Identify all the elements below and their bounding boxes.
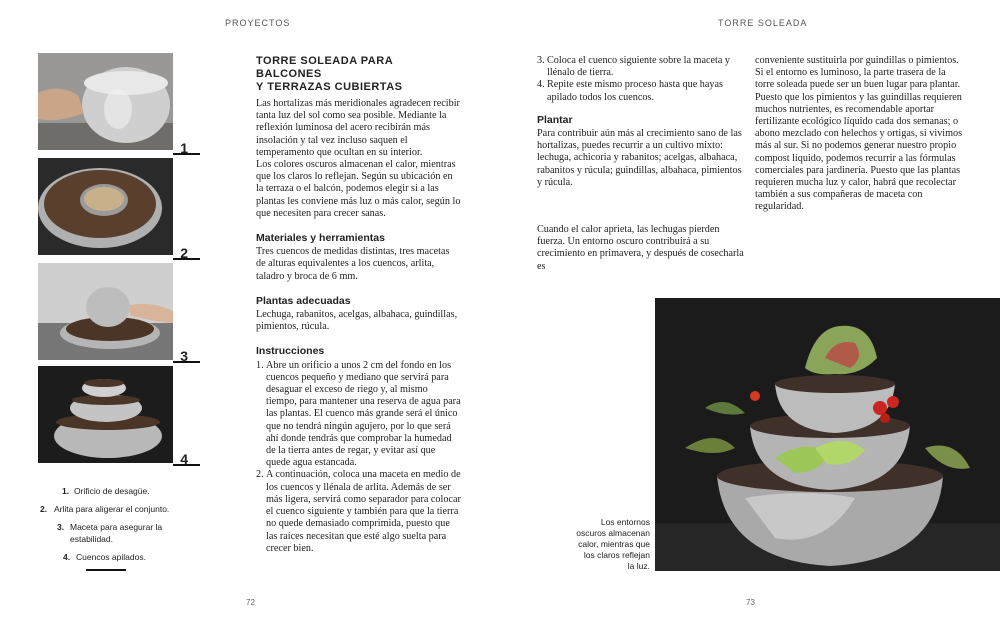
plantar-continued: conveniente sustituirla por guindillas o pimientos. Si el entorno es luminoso, la parte trasera de la torre soleada puede ser un buen lugar para plantar. Puesto que los pimientos y las guindillas requieren muchos nutrientes, es recomendable aportar fertilizante ecológico líquido cada dos semanas; o abono mezclado con helechos y ortigas, si vivimos más al sur. Si no podemos generar nuestro propio compost líquido, podemos recurrir a las fórmulas comerciales para jardinería. Puesto que las plantas requieren mucha luz y calor, habrá que recolectar también a sus compañeras de maceta con regularidad. bbox=[755, 55, 963, 213]
bowl-with-clay-photo bbox=[38, 158, 173, 255]
legend-underline bbox=[86, 569, 126, 571]
step-figure-1 bbox=[38, 53, 200, 155]
article-column-right bbox=[537, 224, 745, 273]
page-number-right: 73 bbox=[746, 598, 755, 607]
step-figure-2 bbox=[38, 158, 200, 260]
legend-item bbox=[40, 551, 200, 563]
legend-item bbox=[40, 485, 200, 497]
article-column-far-right bbox=[755, 55, 965, 214]
running-header-left: PROYECTOS bbox=[225, 18, 291, 28]
step-figure-4 bbox=[38, 366, 200, 466]
legend-text: Arlita para aligerar el conjunto. bbox=[54, 504, 170, 514]
instruction-item bbox=[256, 469, 461, 554]
article-column-left bbox=[256, 55, 461, 555]
stacked-bowls-photo bbox=[38, 366, 173, 463]
legend-text: Cuencos apilados. bbox=[76, 552, 146, 562]
instruction-number: 1. bbox=[256, 359, 264, 371]
instruction-item bbox=[256, 360, 461, 470]
instruction-item bbox=[537, 79, 745, 103]
instruction-text: A continuación, coloca una maceta en medio de los cuencos y llénala de arlita. Además de ser más ligera, servirá como separador para colocar el cuenco siguiente y también para que la tierra no quede demasiado comprimida, puesto que las raíces necesitan que esté algo suelta para crecer bien. bbox=[266, 469, 461, 554]
plants-heading: Plantas adecuadas bbox=[256, 294, 351, 307]
instruction-item bbox=[537, 55, 745, 79]
step-number: 3 bbox=[180, 348, 188, 364]
legend-text: Maceta para asegurar la estabilidad. bbox=[70, 522, 163, 544]
photo-caption: Los entornos oscuros almacenan calor, mientras que los claros reflejan la luz. bbox=[576, 517, 650, 571]
page-number-left: 72 bbox=[246, 598, 255, 607]
legend-item bbox=[40, 521, 170, 545]
intro-paragraph: Las hortalizas más meridionales agradecen recibir tanta luz del sol como sea posible. Mediante la reflexión luminosa del acero recibirán más insolación y tal vez incluso saquen el temperamento que ocultan en su interior. bbox=[256, 98, 460, 158]
instruction-text: Repite este mismo proceso hasta que hayas apilado todos los cuencos. bbox=[547, 79, 723, 103]
plantar-paragraph: Para contribuir aún más al crecimiento sano de las hortalizas, puedes recurrir a un cultivo mixto: lechuga, achicoria y rabanitos; acelgas, albahaca, rabanitos y rúcula; guindillas, albahaca, pimientos y rúcula. bbox=[537, 128, 742, 188]
bowl-drilling-photo bbox=[38, 53, 173, 150]
running-header-right: TORRE SOLEADA bbox=[718, 18, 808, 28]
materials-text: Tres cuencos de medidas distintas, tres macetas de alturas equivalentes a los cuencos, arlita, taladro y broca de 6 mm. bbox=[256, 246, 450, 282]
materials-heading: Materiales y herramientas bbox=[256, 232, 385, 245]
step-number: 4 bbox=[180, 451, 188, 467]
legend-number: 4. bbox=[63, 552, 71, 562]
instruction-number: 4. bbox=[537, 79, 545, 91]
legend-item bbox=[40, 503, 200, 515]
plantar-heading: Plantar bbox=[537, 113, 573, 126]
step-number: 1 bbox=[180, 140, 188, 156]
step-number: 2 bbox=[180, 245, 188, 261]
figure-legend bbox=[40, 485, 200, 569]
instruction-number: 2. bbox=[256, 469, 264, 481]
placing-bowl-photo bbox=[38, 263, 173, 360]
article-title: TORRE SOLEADA PARA BALCONES Y TERRAZAS CUBIERTAS bbox=[256, 55, 403, 93]
instructions-heading: Instrucciones bbox=[256, 345, 325, 358]
plantar-paragraph-2: Cuando el calor aprieta, las lechugas pierden fuerza. Un entorno oscuro contribuirá a su crecimiento en primavera, y después de cosecharla es bbox=[537, 224, 744, 272]
legend-number: 2. bbox=[40, 504, 48, 514]
intro-paragraph: Los colores oscuros almacenan el calor, mientras que los claros lo reflejan. Según su ubicación en la terraza o el balcón, podemos elegir si a las plantas les conviene más luz o más calor, según lo que necesiten para crecer sanas. bbox=[256, 159, 461, 219]
legend-number: 3. bbox=[57, 522, 65, 532]
plants-text: Lechuga, rabanitos, acelgas, albahaca, guindillas, pimientos, rúcula. bbox=[256, 309, 458, 333]
step-figure-3 bbox=[38, 263, 200, 363]
article-column-middle bbox=[537, 55, 745, 189]
instruction-number: 3. bbox=[537, 55, 545, 66]
instruction-text: Abre un orificio a unos 2 cm del fondo en los cuencos pequeño y mediano que servirá para desaguar el exceso de riego y, al mismo tiempo, para mantener una reserva de agua para las plantas. El cuenco más grande será el único que no tendrá ningún agujero, por lo que será ahí donde tendrás que comprobar la humedad de la tierra antes de regar, y evitar así que quede agua estancada. bbox=[266, 359, 461, 469]
instruction-text: Coloca el cuenco siguiente sobre la maceta y llénalo de tierra. bbox=[547, 55, 731, 79]
legend-number: 1. bbox=[62, 486, 70, 496]
legend-text: Orificio de desagüe. bbox=[74, 486, 150, 496]
tower-planter-photo bbox=[655, 298, 1000, 571]
